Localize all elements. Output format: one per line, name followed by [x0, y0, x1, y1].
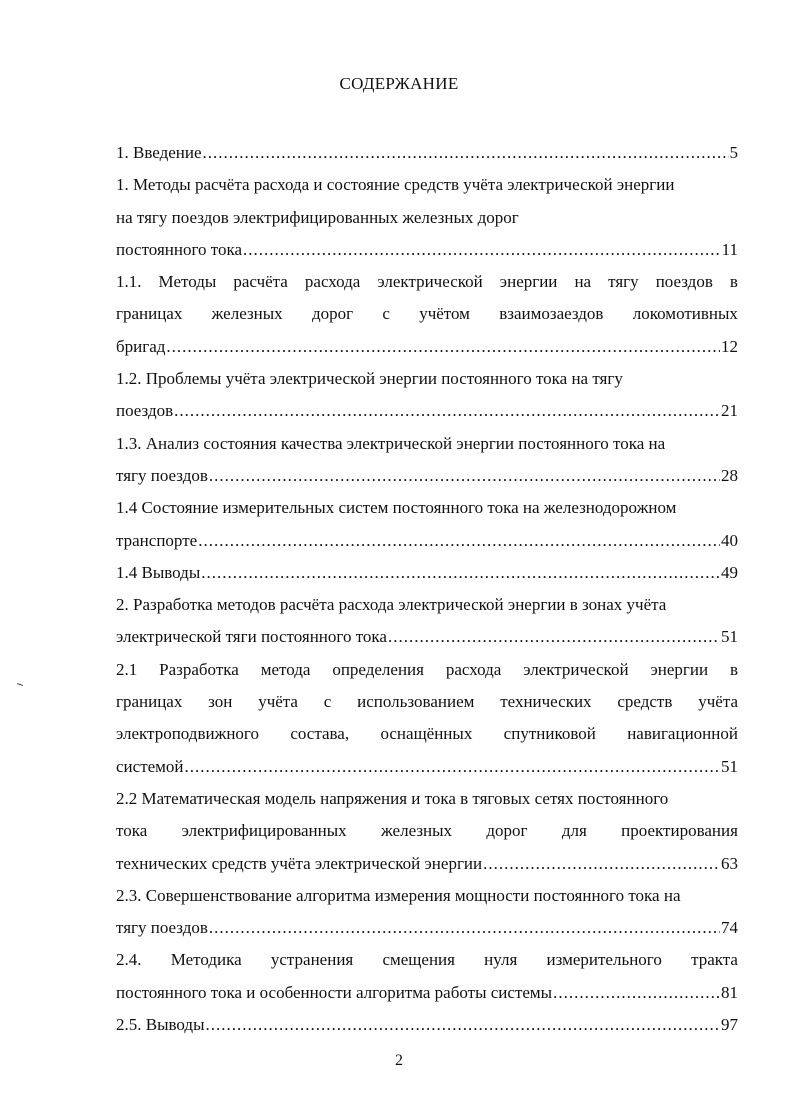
toc-entry-page: 63 [721, 853, 738, 873]
toc-entry-line: 2. Разработка методов расчёта расхода электрической энергии в зонах учёта [116, 595, 667, 615]
toc-word: тракта [691, 950, 738, 970]
toc-word: электрической [377, 272, 483, 292]
toc-entry-leader-line [116, 751, 738, 783]
toc-word: расчёта [233, 272, 288, 292]
toc-word: железных [211, 304, 283, 324]
toc-word: Методы [158, 272, 217, 292]
toc-word: границах [116, 304, 183, 324]
toc-entry-page: 49 [721, 562, 738, 582]
toc-entry-line: 2.2 Математическая модель напряжения и тока в тяговых сетях постоянного [116, 788, 669, 808]
toc-word: с [323, 692, 332, 712]
toc-word: тягу [608, 272, 639, 292]
toc-word: электрической [523, 659, 629, 679]
toc-entry-leader-line [116, 137, 738, 169]
toc-entry-text: транспорте [116, 530, 198, 550]
scan-mark [17, 683, 23, 686]
toc-entry-leader-line [116, 912, 738, 944]
toc-entry [116, 944, 738, 1009]
toc-word: тока [116, 821, 148, 841]
toc-word: спутниковой [503, 724, 596, 744]
toc-entry [116, 589, 738, 654]
toc-word: дорог [311, 304, 354, 324]
toc-word: измерительного [546, 950, 662, 970]
toc-word: железных [381, 821, 453, 841]
toc-entry-text: постоянного тока [116, 239, 243, 259]
toc-leader-dots [198, 525, 720, 557]
toc-word: оснащённых [380, 724, 473, 744]
toc-entry-line [116, 298, 738, 330]
toc-leader-dots [201, 557, 720, 589]
toc-entry-line: на тягу поездов электрифицированных железных дорог [116, 207, 519, 227]
toc-entry-line [116, 266, 738, 298]
toc-entry-leader-line [116, 621, 738, 653]
toc-entry [116, 492, 738, 557]
toc-entry [116, 363, 738, 428]
toc-leader-dots [203, 137, 729, 169]
toc-leader-dots [174, 395, 720, 427]
toc-word: энергии [499, 272, 558, 292]
toc-entry-page: 28 [721, 465, 738, 485]
toc-word: энергии [650, 659, 709, 679]
toc-entry [116, 557, 738, 589]
toc-entry-text: электрической тяги постоянного тока [116, 627, 387, 647]
toc-entry [116, 428, 738, 493]
toc-entry-page: 21 [721, 401, 738, 421]
toc-word: технических [500, 692, 592, 712]
toc-word: с [382, 304, 390, 324]
toc-entry [116, 880, 738, 945]
toc-word: навигационной [627, 724, 738, 744]
toc-word: электроподвижного [116, 724, 259, 744]
toc-entry-text: 1. Введение [116, 143, 202, 162]
toc-word: учёта [258, 692, 298, 712]
toc-entry [116, 1009, 738, 1041]
toc-entry-page: 12 [721, 336, 738, 356]
toc-entry-text: бригад [116, 336, 166, 356]
toc-entry-line: 1.4 Состояние измерительных систем постоянного тока на железнодорожном [116, 498, 677, 518]
toc-entry-page: 74 [721, 918, 738, 938]
toc-word: смещения [382, 950, 455, 970]
page-number: 2 [395, 1052, 403, 1069]
toc-entry-line [116, 718, 738, 750]
toc-leader-dots [206, 1009, 720, 1041]
toc-leader-dots [209, 460, 720, 492]
toc-entry-page: 11 [721, 239, 738, 259]
toc-entry-leader-line [116, 460, 738, 492]
toc-word: Методика [170, 950, 242, 970]
toc-word: расхода [304, 272, 361, 292]
toc-word: локомотивных [632, 304, 738, 324]
toc-entry-leader-line [116, 234, 738, 266]
toc-leader-dots [553, 977, 720, 1009]
toc-entry-page: 81 [721, 982, 738, 1002]
toc-word: поездов [655, 272, 713, 292]
toc-entry-page: 5 [729, 143, 738, 162]
toc-entry-page: 51 [721, 756, 738, 776]
toc-word: средств [617, 692, 673, 712]
toc-word: метода [260, 659, 311, 679]
toc-word: нуля [484, 950, 518, 970]
toc-entry-line [116, 944, 738, 976]
toc-entry-line [116, 654, 738, 686]
toc-word: взаимозаездов [499, 304, 604, 324]
toc-entry-line: 1. Методы расчёта расхода и состояние средств учёта электрической энергии [116, 175, 675, 195]
toc-word: в [729, 659, 738, 679]
toc-word: зон [208, 692, 233, 712]
toc-entry [116, 266, 738, 363]
toc-entry-line [116, 686, 738, 718]
toc-entry-leader-line [116, 848, 738, 880]
toc-entry-leader-line [116, 525, 738, 557]
toc-entry-page: 97 [721, 1015, 738, 1035]
toc-entry-line: 2.3. Совершенствование алгоритма измерения мощности постоянного тока на [116, 885, 681, 905]
toc-entry-line [116, 815, 738, 847]
toc-entry [116, 169, 738, 266]
toc-entry [116, 654, 738, 783]
table-of-contents [116, 137, 738, 1041]
toc-entry-text: 1.4 Выводы [116, 562, 201, 582]
toc-word: проектирования [621, 821, 738, 841]
toc-leader-dots [166, 331, 720, 363]
toc-word: 2.1 [116, 659, 138, 679]
toc-word: состава, [290, 724, 350, 744]
toc-word: определения [332, 659, 424, 679]
toc-word: дорог [486, 821, 528, 841]
toc-leader-dots [483, 848, 720, 880]
toc-entry-leader-line [116, 331, 738, 363]
toc-word: 1.1. [116, 272, 142, 292]
toc-word: границах [116, 692, 183, 712]
toc-entry-leader-line [116, 977, 738, 1009]
toc-entry-line: 1.3. Анализ состояния качества электрической энергии постоянного тока на [116, 433, 666, 453]
toc-entry-text: системой [116, 756, 184, 776]
toc-entry [116, 137, 738, 169]
toc-word: 2.4. [116, 950, 142, 970]
toc-entry-page: 51 [721, 627, 738, 647]
toc-entry-text: поездов [116, 401, 174, 421]
toc-word: на [574, 272, 592, 292]
toc-entry-leader-line [116, 395, 738, 427]
toc-leader-dots [209, 912, 720, 944]
page-title: СОДЕРЖАНИЕ [339, 74, 459, 93]
toc-word: расхода [445, 659, 502, 679]
toc-entry [116, 783, 738, 880]
toc-word: учёта [698, 692, 738, 712]
toc-word: для [561, 821, 587, 841]
toc-word: Разработка [159, 659, 239, 679]
toc-entry-line: 1.2. Проблемы учёта электрической энергии постоянного тока на тягу [116, 369, 623, 389]
toc-word: учётом [419, 304, 470, 324]
toc-leader-dots [185, 751, 720, 783]
toc-leader-dots [243, 234, 721, 266]
toc-word: электрифицированных [181, 821, 347, 841]
toc-entry-leader-line [116, 1009, 738, 1041]
toc-word: устранения [270, 950, 354, 970]
toc-entry-text: технических средств учёта электрической энергии [116, 853, 483, 873]
toc-word: в [729, 272, 738, 292]
toc-entry-text: постоянного тока и особенности алгоритма работы системы [116, 982, 553, 1002]
toc-entry-leader-line [116, 557, 738, 589]
toc-entry-text: 2.5. Выводы [116, 1015, 205, 1035]
toc-word: использованием [357, 692, 475, 712]
toc-entry-text: тягу поездов [116, 465, 208, 485]
toc-entry-page: 40 [721, 530, 738, 550]
toc-leader-dots [388, 621, 720, 653]
toc-entry-text: тягу поездов [116, 918, 208, 938]
